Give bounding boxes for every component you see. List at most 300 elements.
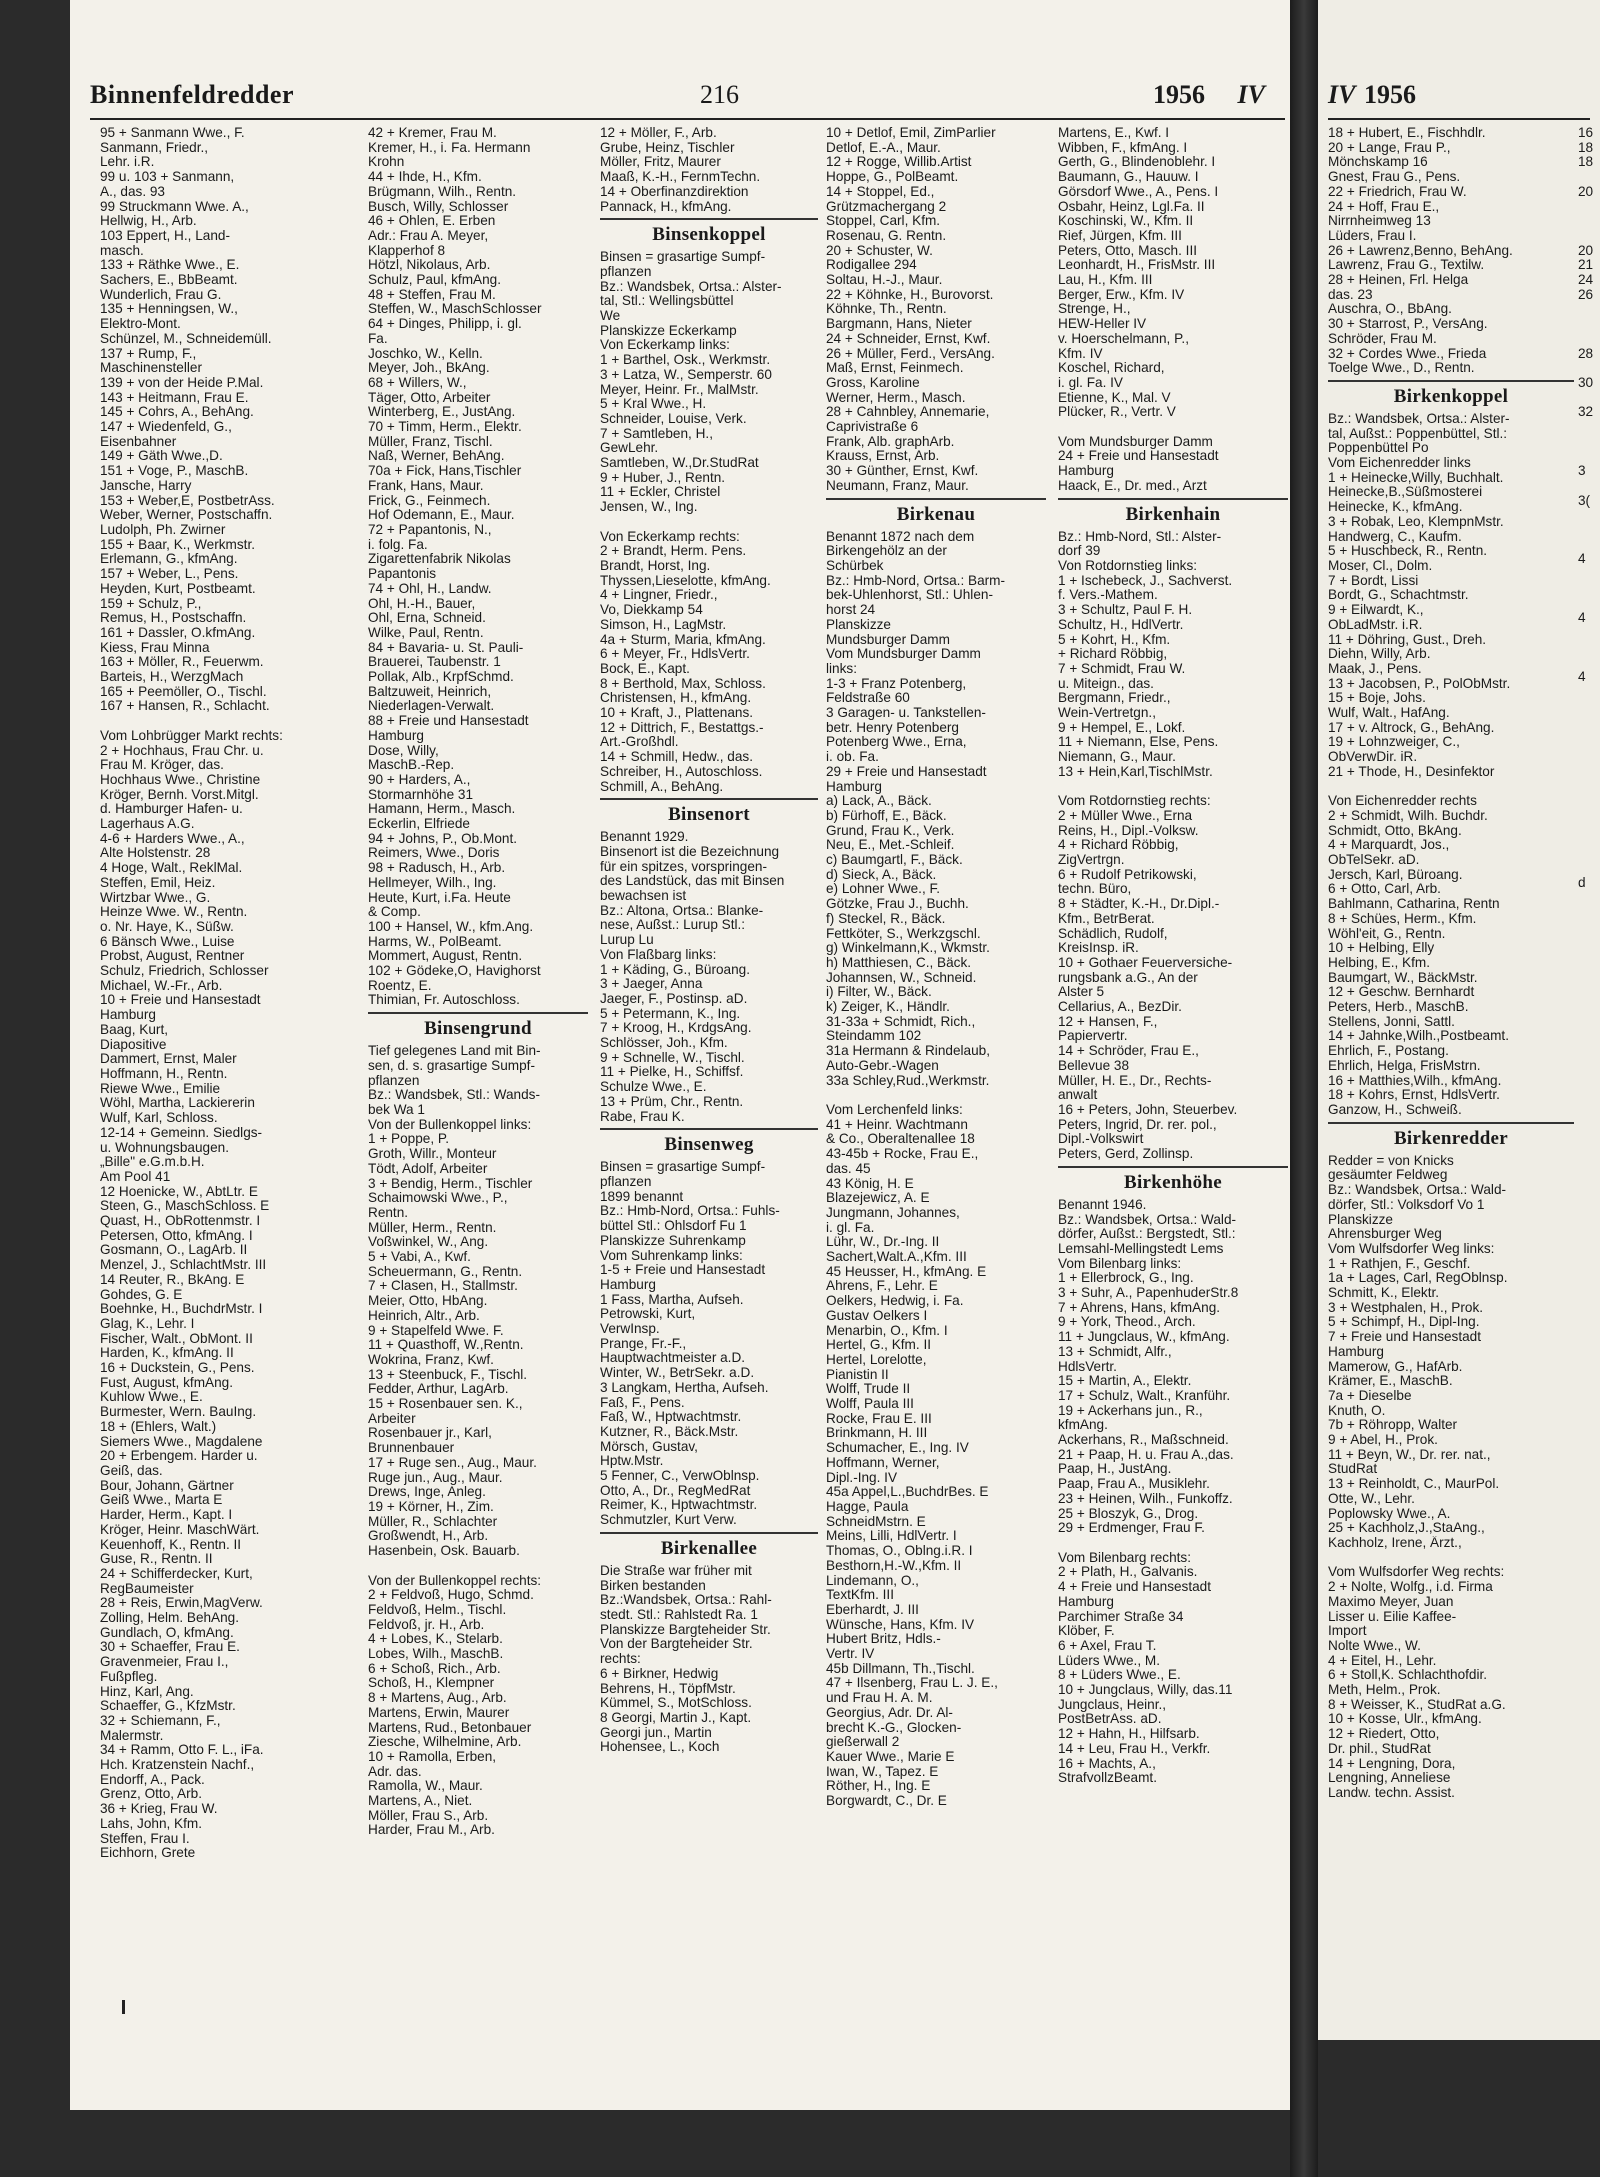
directory-entry: Meth, Helm., Prok. bbox=[1328, 1683, 1441, 1698]
directory-entry: Harder, Frau M., Arb. bbox=[368, 1823, 495, 1838]
directory-entry: Kutzner, R., Bäck.Mstr. bbox=[600, 1424, 739, 1439]
directory-entry: pflanzen bbox=[368, 1073, 420, 1088]
directory-entry: 15 + Rosenbauer sen. K., bbox=[368, 1397, 523, 1412]
directory-entry: Hellmeyer, Wilh., Ing. bbox=[368, 875, 497, 890]
directory-entry: Gnest, Frau G., Pens. bbox=[1328, 170, 1461, 185]
directory-entry bbox=[1058, 1536, 1288, 1551]
directory-entry: RegBaumeister bbox=[100, 1581, 194, 1596]
directory-entry bbox=[1578, 949, 1600, 964]
directory-entry: Von Flaßbarg links: bbox=[600, 947, 717, 962]
directory-entry: Krohn bbox=[368, 155, 405, 170]
directory-entry: Borgwardt, C., Dr. E bbox=[826, 1794, 947, 1809]
directory-entry: 103 Eppert, H., Land- bbox=[100, 228, 230, 243]
directory-entry: Wilke, Paul, Rentn. bbox=[368, 625, 484, 640]
directory-entry: 99 u. 103 + Sanmann, bbox=[100, 170, 235, 185]
directory-entry: das. 45 bbox=[826, 1161, 871, 1176]
directory-entry: 14 + Oberfinanzdirektion bbox=[600, 184, 749, 199]
directory-entry: 7 + Clasen, H., Stallmstr. bbox=[368, 1279, 518, 1294]
directory-entry: 1a + Lages, Carl, RegOblnsp. bbox=[1328, 1271, 1508, 1286]
directory-entry: Hoffmann, Werner, bbox=[826, 1455, 940, 1470]
directory-entry: 42 + Kremer, Frau M. bbox=[368, 126, 497, 140]
street-heading: Birkenallee bbox=[600, 1532, 818, 1562]
directory-entry bbox=[1058, 780, 1288, 795]
directory-entry: Leonhardt, H., FrisMstr. III bbox=[1058, 258, 1216, 273]
directory-entry: 167 + Hansen, R., Schlacht. bbox=[100, 699, 270, 714]
directory-entry: Vom Mundsburger Damm bbox=[826, 647, 981, 662]
directory-entry: 13 + Jacobsen, P., PolObMstr. bbox=[1328, 676, 1511, 691]
directory-entry: Am Pool 41 bbox=[100, 1169, 171, 1184]
directory-entry: Roentz, E. bbox=[368, 978, 432, 993]
directory-entry: Pannack, H., kfmAng. bbox=[600, 199, 732, 214]
directory-entry bbox=[1578, 655, 1600, 670]
directory-entry bbox=[1578, 861, 1600, 876]
directory-entry: Art.-Großhdl. bbox=[600, 735, 679, 750]
directory-entry: Schaeffer, G., KfzMstr. bbox=[100, 1699, 236, 1714]
directory-entry: 8 + Weisser, K., StudRat a.G. bbox=[1328, 1697, 1506, 1712]
directory-entry: Groth, Willr., Monteur bbox=[368, 1147, 497, 1162]
directory-entry: Kfm., BetrBerat. bbox=[1058, 911, 1155, 926]
directory-entry bbox=[1578, 1067, 1600, 1082]
directory-entry: Von der Bargteheider Str. bbox=[600, 1637, 753, 1652]
directory-entry: 16 + Peters, John, Steuerbev. bbox=[1058, 1103, 1238, 1117]
directory-entry bbox=[1578, 449, 1600, 464]
directory-entry: i) Filter, W., Bäck. bbox=[826, 985, 932, 1000]
directory-entry: 1 + Käding, G., Büroang. bbox=[600, 962, 751, 977]
directory-entry: Menarbin, O., Kfm. I bbox=[826, 1323, 948, 1338]
directory-entry: Simson, H., LagMstr. bbox=[600, 617, 727, 632]
directory-entry bbox=[1578, 685, 1600, 700]
directory-entry: Gross, Karoline bbox=[826, 375, 920, 390]
directory-entry: 1 + Ellerbrock, G., Ing. bbox=[1058, 1271, 1194, 1286]
directory-entry bbox=[1578, 1023, 1600, 1038]
directory-entry: 12 + Geschw. Bernhardt bbox=[1328, 985, 1475, 1000]
directory-entry: ObVerwDir. iR. bbox=[1328, 750, 1418, 765]
directory-entry: 3 + Jaeger, Anna bbox=[600, 977, 703, 992]
directory-entry: 30 bbox=[1578, 375, 1594, 390]
directory-entry: 43-45b + Rocke, Frau E., bbox=[826, 1147, 979, 1162]
directory-entry: a) Lack, A., Bäck. bbox=[826, 794, 932, 809]
directory-entry: Berger, Erw., Kfm. IV bbox=[1058, 287, 1185, 302]
directory-entry bbox=[1578, 200, 1600, 215]
directory-entry: 147 + Wiedenfeld, G., bbox=[100, 420, 232, 435]
directory-entry: 139 + von der Heide P.Mal. bbox=[100, 375, 264, 390]
directory-entry: Frick, G., Feinmech. bbox=[368, 493, 491, 508]
directory-entry: 12-14 + Gemeinn. Siedlgs- bbox=[100, 1125, 263, 1140]
directory-entry: Joschko, W., Kelln. bbox=[368, 346, 483, 361]
directory-entry: Probst, August, Rentner bbox=[100, 949, 245, 964]
directory-entry: Fettköter, S., Werkzgschl. bbox=[826, 926, 981, 941]
directory-entry: u. Wohnungsbaugen. bbox=[100, 1140, 229, 1155]
directory-entry: Lahs, John, Kfm. bbox=[100, 1816, 203, 1831]
directory-entry: 1 + Heinecke,Willy, Buchhalt. bbox=[1328, 470, 1504, 485]
directory-entry: Steffen, W., MaschSchlosser bbox=[368, 302, 542, 317]
directory-entry: Paap, Frau A., Musiklehr. bbox=[1058, 1477, 1210, 1492]
directory-entry: Poplowsky Wwe., A. bbox=[1328, 1506, 1451, 1521]
directory-entry: Martens, E., Kwf. I bbox=[1058, 126, 1170, 140]
directory-entry: Hptw.Mstr. bbox=[600, 1454, 664, 1469]
directory-entry: Diapositive bbox=[100, 1037, 167, 1052]
directory-entry: i. ob. Fa. bbox=[826, 750, 879, 765]
directory-entry: 5 + Schimpf, H., Dipl-Ing. bbox=[1328, 1315, 1480, 1330]
directory-entry: Adr.: Frau A. Meyer, bbox=[368, 228, 489, 243]
directory-entry bbox=[1578, 641, 1600, 656]
directory-entry: brecht K.-G., Glocken- bbox=[826, 1720, 962, 1735]
directory-entry: 7 + Freie und Hansestadt bbox=[1328, 1330, 1482, 1345]
directory-entry: 18 + (Ehlers, Walt.) bbox=[100, 1419, 217, 1434]
directory-entry: Arbeiter bbox=[368, 1411, 416, 1426]
directory-entry bbox=[1578, 817, 1600, 832]
directory-entry: 24 + Schifferdecker, Kurt, bbox=[100, 1566, 253, 1581]
directory-entry: gesäumter Feldweg bbox=[1328, 1168, 1448, 1183]
directory-entry: 11 + Pielke, H., Schiffsf. bbox=[600, 1065, 744, 1080]
directory-entry: Bz.: Wandsbek, Ortsa.: Alster- bbox=[600, 279, 782, 294]
directory-entry bbox=[1578, 920, 1600, 935]
directory-entry: Kfm. IV bbox=[1058, 346, 1103, 361]
directory-entry: Wöhl, Martha, Lackiererin bbox=[100, 1096, 255, 1111]
directory-entry: 9 + Schnelle, W., Tischl. bbox=[600, 1050, 745, 1065]
directory-entry: Rocke, Frau E. III bbox=[826, 1411, 932, 1426]
running-head-section: IV bbox=[1237, 80, 1265, 109]
directory-entry: 15 + Boje, Johs. bbox=[1328, 691, 1426, 706]
book-gutter bbox=[1290, 0, 1318, 2177]
directory-entry: Lagerhaus A.G. bbox=[100, 817, 195, 832]
directory-entry bbox=[1578, 832, 1600, 847]
directory-entry: 13 + Prüm, Chr., Rentn. bbox=[600, 1094, 744, 1109]
directory-entry: 5 + Kohrt, H., Kfm. bbox=[1058, 632, 1171, 647]
directory-entry: Brauerei, Taubenstr. 1 bbox=[368, 655, 501, 670]
directory-entry: Kuhlow Wwe., E. bbox=[100, 1390, 203, 1405]
directory-entry: Gravenmeier, Frau I., bbox=[100, 1655, 229, 1670]
directory-entry: Zolling, Helm. BehAng. bbox=[100, 1611, 240, 1626]
directory-entry: Wöhl'eit, G., Rentn. bbox=[1328, 926, 1446, 941]
directory-entry: 21 + Paap, H. u. Frau A.,das. bbox=[1058, 1447, 1234, 1462]
directory-entry: Schädlich, Rudolf, bbox=[1058, 926, 1168, 941]
directory-entry: Siemers Wwe., Magdalene bbox=[100, 1434, 263, 1449]
directory-entry bbox=[100, 714, 362, 729]
directory-entry: 14 Reuter, R., BkAng. E bbox=[100, 1272, 245, 1287]
directory-entry: pflanzen bbox=[600, 264, 652, 279]
directory-entry: Peters, Otto, Masch. III bbox=[1058, 243, 1198, 258]
directory-entry: rungsbank a.G., An der bbox=[1058, 970, 1198, 985]
directory-entry: Redder = von Knicks bbox=[1328, 1153, 1454, 1168]
directory-column-6 bbox=[1328, 126, 1574, 2096]
directory-entry: Hötzl, Nikolaus, Arb. bbox=[368, 258, 491, 273]
directory-entry: Handwerg, C., Kaufm. bbox=[1328, 529, 1462, 544]
directory-entry: Mörsch, Gustav, bbox=[600, 1439, 698, 1454]
directory-entry: rechts: bbox=[600, 1652, 641, 1667]
directory-entry: 2 + Feldvoß, Hugo, Schmd. bbox=[368, 1588, 534, 1603]
directory-entry: Harms, W., PolBeamt. bbox=[368, 934, 502, 949]
directory-entry: Bz.: Wandsbek, Ortsa.: Alster- bbox=[1328, 411, 1510, 426]
directory-entry: Bargmann, Hans, Nieter bbox=[826, 317, 972, 332]
directory-entry: 36 + Krieg, Frau W. bbox=[100, 1802, 218, 1817]
directory-entry: techn. Büro, bbox=[1058, 882, 1132, 897]
directory-entry: Hamburg bbox=[100, 1008, 156, 1023]
directory-entry: Lau, H., Kfm. III bbox=[1058, 273, 1153, 288]
directory-entry: 46 + Ohlen, E. Erben bbox=[368, 214, 496, 229]
directory-entry bbox=[1578, 846, 1600, 861]
directory-entry: Schünzel, M., Schneidemüll. bbox=[100, 331, 272, 346]
directory-entry: Martens, Erwin, Maurer bbox=[368, 1705, 510, 1720]
directory-entry: Glag, K., Lehr. I bbox=[100, 1316, 195, 1331]
directory-entry: e) Lohner Wwe., F. bbox=[826, 882, 941, 897]
directory-entry bbox=[1578, 302, 1600, 317]
directory-entry: Bz.: Hmb-Nord, Ortsa.: Fuhls- bbox=[600, 1204, 780, 1219]
directory-entry: Stellens, Jonni, Sattl. bbox=[1328, 1014, 1455, 1029]
directory-entry: Peters, Herb., MaschB. bbox=[1328, 1000, 1469, 1015]
directory-entry: Vom Lerchenfeld links: bbox=[826, 1103, 963, 1117]
directory-entry: 16 bbox=[1578, 126, 1594, 140]
directory-entry: Müller, Franz, Tischl. bbox=[368, 434, 493, 449]
directory-entry: VerwInsp. bbox=[600, 1322, 660, 1337]
directory-entry: 41 + Heinr. Wachtmann bbox=[826, 1117, 968, 1132]
directory-entry: Erlemann, G., kfmAng. bbox=[100, 552, 238, 567]
directory-entry: 94 + Johns, P., Ob.Mont. bbox=[368, 831, 517, 846]
directory-entry: Ahrensburger Weg bbox=[1328, 1227, 1442, 1242]
directory-entry: Schmutzler, Kurt Verw. bbox=[600, 1513, 737, 1528]
directory-entry: Petersen, Otto, kfmAng. I bbox=[100, 1228, 253, 1243]
directory-entry: Hubert Britz, Hdls.- bbox=[826, 1632, 941, 1647]
directory-entry: 8 + Berthold, Max, Schloss. bbox=[600, 676, 766, 691]
directory-entry: Georgius, Adr. Dr. Al- bbox=[826, 1705, 953, 1720]
directory-entry: Guse, R., Rentn. II bbox=[100, 1552, 213, 1567]
directory-entry: Soltau, H.-J., Maur. bbox=[826, 273, 943, 288]
directory-entry: Von Rotdornstieg links: bbox=[1058, 558, 1198, 573]
directory-entry: Brinkmann, H. III bbox=[826, 1426, 928, 1441]
directory-entry: f. Vers.-Mathem. bbox=[1058, 588, 1158, 603]
directory-entry: Papantonis bbox=[368, 567, 437, 582]
directory-entry: 48 + Steffen, Frau M. bbox=[368, 287, 496, 302]
directory-entry: dörfer, Stl.: Volksdorf Vo 1 bbox=[1328, 1197, 1485, 1212]
directory-entry bbox=[1578, 229, 1600, 244]
directory-entry: 2 + Müller Wwe., Erna bbox=[1058, 808, 1193, 823]
directory-entry: 155 + Baar, K., Werkmstr. bbox=[100, 537, 256, 552]
directory-entry: Rosenbauer jr., Karl, bbox=[368, 1426, 492, 1441]
directory-entry: Lindemann, O., bbox=[826, 1573, 919, 1588]
directory-entry: Knuth, O. bbox=[1328, 1403, 1386, 1418]
directory-entry: Müller, H. E., Dr., Rechts- bbox=[1058, 1073, 1212, 1088]
directory-entry bbox=[1578, 802, 1600, 817]
directory-entry: Helbing, E., Kfm. bbox=[1328, 955, 1430, 970]
directory-entry: 149 + Gäth Wwe.,D. bbox=[100, 449, 223, 464]
directory-entry: 4 bbox=[1578, 611, 1586, 626]
directory-entry: Fußpfleg. bbox=[100, 1669, 158, 1684]
directory-entry: Paap, H., JustAng. bbox=[1058, 1462, 1172, 1477]
directory-entry: Kümmel, S., MotSchloss. bbox=[600, 1696, 752, 1711]
directory-entry: Gerth, G., Blindenoblehr. I bbox=[1058, 155, 1216, 170]
directory-entry: 28 + Cahnbley, Annemarie, bbox=[826, 405, 990, 420]
directory-entry: Harden, K., kfmAng. II bbox=[100, 1346, 234, 1361]
directory-entry: Naß, Werner, BehAng. bbox=[368, 449, 505, 464]
directory-entry: Hellwig, H., Arb. bbox=[100, 214, 197, 229]
directory-entry bbox=[1578, 508, 1600, 523]
directory-entry: Benannt 1872 nach dem bbox=[826, 529, 975, 544]
directory-entry: Klapperhof 8 bbox=[368, 243, 446, 258]
right-running-head-year: 1956 bbox=[1364, 80, 1416, 109]
directory-entry: Röther, H., Ing. E bbox=[826, 1779, 931, 1794]
directory-entry: links: bbox=[826, 661, 857, 676]
directory-entry bbox=[1578, 391, 1600, 406]
directory-entry: 9 + Hempel, E., Lokf. bbox=[1058, 720, 1186, 735]
directory-entry: 4 + Freie und Hansestadt bbox=[1058, 1580, 1212, 1595]
directory-entry: Schmill, A., BehAng. bbox=[600, 779, 724, 794]
running-head-street: Binnenfeldredder bbox=[90, 80, 294, 109]
directory-entry: 29 + Erdmenger, Frau F. bbox=[1058, 1521, 1205, 1536]
directory-entry: Feldvoß, Helm., Tischl. bbox=[368, 1602, 507, 1617]
directory-entry: Schmidt, Otto, BkAng. bbox=[1328, 823, 1462, 838]
directory-entry: 3 bbox=[1578, 464, 1586, 479]
directory-entry: 3 + Robak, Leo, KlempnMstr. bbox=[1328, 514, 1504, 529]
directory-entry: 70 + Timm, Herm., Elektr. bbox=[368, 420, 522, 435]
directory-entry: 34 + Ramm, Otto F. L., iFa. bbox=[100, 1743, 264, 1758]
directory-entry: 45 Heusser, H., kfmAng. E bbox=[826, 1264, 987, 1279]
directory-entry: 20 + Schuster, W. bbox=[826, 243, 933, 258]
directory-entry: Vom Wulfsdorfer Weg links: bbox=[1328, 1241, 1495, 1256]
directory-entry: f) Steckel, R., Bäck. bbox=[826, 911, 946, 926]
directory-entry: 5 + Kral Wwe., H. bbox=[600, 397, 707, 412]
directory-entry: 157 + Weber, L., Pens. bbox=[100, 567, 239, 582]
directory-entry: 5 + Huschbeck, R., Rentn. bbox=[1328, 544, 1488, 559]
directory-entry: Dose, Willy, bbox=[368, 743, 439, 758]
directory-entry bbox=[1578, 729, 1600, 744]
directory-entry: 64 + Dinges, Philipp, i. gl. bbox=[368, 317, 522, 332]
directory-entry: Brandt, Horst, Ing. bbox=[600, 558, 711, 573]
directory-entry: Hochhaus Wwe., Christine bbox=[100, 772, 261, 787]
directory-entry bbox=[1578, 214, 1600, 229]
directory-entry: Ohl, H.-H., Bauer, bbox=[368, 596, 476, 611]
directory-entry: Wolff, Paula III bbox=[826, 1397, 914, 1412]
directory-entry: GewLehr. bbox=[600, 441, 659, 456]
directory-entry: Cellarius, A., BezDir. bbox=[1058, 1000, 1182, 1015]
directory-entry: 20 + Lange, Frau P., bbox=[1328, 140, 1451, 155]
directory-entry: Müller, R., Schlachter bbox=[368, 1514, 498, 1529]
directory-entry: 31-33a + Schmidt, Rich., bbox=[826, 1014, 976, 1029]
directory-entry: Mommert, August, Rentn. bbox=[368, 949, 523, 964]
directory-entry: Frau M. Kröger, das. bbox=[100, 758, 224, 773]
directory-entry: 2 + Brandt, Herm. Pens. bbox=[600, 544, 747, 559]
directory-entry: 5 Fenner, C., VerwOblnsp. bbox=[600, 1469, 760, 1484]
directory-entry: Von der Bullenkoppel rechts: bbox=[368, 1573, 542, 1588]
directory-entry: Vertr. IV bbox=[826, 1647, 875, 1662]
directory-entry: Fedder, Arthur, LagArb. bbox=[368, 1382, 509, 1397]
directory-entry: Lühr, W., Dr.-Ing. II bbox=[826, 1235, 940, 1250]
directory-entry: ObLadMstr. i.R. bbox=[1328, 617, 1423, 632]
directory-entry: 1 Fass, Martha, Aufseh. bbox=[600, 1292, 744, 1307]
directory-entry: 165 + Peemöller, O., Tischl. bbox=[100, 684, 267, 699]
directory-entry: 2 + Plath, H., Galvanis. bbox=[1058, 1565, 1198, 1580]
directory-entry: Rabe, Frau K. bbox=[600, 1109, 685, 1124]
directory-entry: Lisser u. Eilie Kaffee- bbox=[1328, 1609, 1457, 1624]
directory-entry: Schreiber, H., Autoschloss. bbox=[600, 764, 763, 779]
directory-entry: Möller, Frau S., Arb. bbox=[368, 1808, 489, 1823]
directory-entry: Blazejewicz, A. E bbox=[826, 1191, 930, 1206]
directory-entry: Quast, H., ObRottenmstr. I bbox=[100, 1214, 261, 1229]
directory-entry: Alte Holstenstr. 28 bbox=[100, 846, 211, 861]
directory-entry: o. Nr. Haye, K., Süßw. bbox=[100, 919, 234, 934]
directory-entry bbox=[1578, 979, 1600, 994]
directory-entry: 12 + Rogge, Willib.Artist bbox=[826, 155, 972, 170]
directory-entry bbox=[1578, 361, 1600, 376]
directory-column-2 bbox=[368, 126, 588, 2096]
directory-entry: 1 + Ischebeck, J., Sachverst. bbox=[1058, 573, 1233, 588]
directory-entry bbox=[1578, 567, 1600, 582]
directory-entry: Vom Eichenredder links bbox=[1328, 456, 1471, 471]
directory-entry: Dipl.-Volkswirt bbox=[1058, 1132, 1144, 1147]
directory-entry: 18 bbox=[1578, 140, 1594, 155]
directory-entry: Etienne, K., Mal. V bbox=[1058, 390, 1171, 405]
directory-entry: Wolff, Trude II bbox=[826, 1382, 911, 1397]
directory-entry: 1-3 + Franz Potenberg, bbox=[826, 676, 967, 691]
directory-entry: bewachsen ist bbox=[600, 889, 687, 904]
directory-entry: 3 + Suhr, A., PapenhuderStr.8 bbox=[1058, 1286, 1239, 1301]
directory-entry: Adr. das. bbox=[368, 1764, 422, 1779]
directory-entry: i. folg. Fa. bbox=[368, 537, 428, 552]
directory-entry: Grube, Heinz, Tischler bbox=[600, 140, 735, 155]
directory-entry: Hamann, Herm., Masch. bbox=[368, 802, 516, 817]
directory-entry: Vom Mundsburger Damm bbox=[1058, 434, 1213, 449]
directory-entry: Petrowski, Kurt, bbox=[600, 1307, 696, 1322]
directory-entry: Ackerhans, R., Maßschneid. bbox=[1058, 1433, 1229, 1448]
directory-entry: Peters, Ingrid, Dr. rer. pol., bbox=[1058, 1117, 1217, 1132]
directory-entry: Vom Lohbrügger Markt rechts: bbox=[100, 728, 283, 743]
directory-entry: Lemsahl-Mellingstedt Lems bbox=[1058, 1241, 1224, 1256]
directory-entry: Sachert,Walt.A.,Kfm. III bbox=[826, 1250, 967, 1265]
directory-entry: Wein-Vertretgn., bbox=[1058, 706, 1156, 721]
directory-entry: Thimian, Fr. Autoschloss. bbox=[368, 993, 520, 1008]
directory-entry bbox=[1578, 582, 1600, 597]
directory-entry: Binsen = grasartige Sumpf- bbox=[600, 250, 766, 265]
directory-entry: Dammert, Ernst, Maler bbox=[100, 1052, 237, 1067]
directory-entry: 70a + Fick, Hans,Tischler bbox=[368, 464, 522, 479]
directory-entry: Oelkers, Hedwig, i. Fa. bbox=[826, 1294, 964, 1309]
directory-entry: 4 + Lobes, K., Stelarb. bbox=[368, 1632, 503, 1647]
directory-entry: 163 + Möller, R., Feuerwm. bbox=[100, 655, 264, 670]
directory-entry: 16 + Duckstein, G., Pens. bbox=[100, 1361, 255, 1376]
directory-entry: Peters, Gerd, Zollinsp. bbox=[1058, 1147, 1194, 1162]
directory-entry: 7a + Dieselbe bbox=[1328, 1388, 1412, 1403]
directory-entry: k) Zeiger, K., Händlr. bbox=[826, 1000, 950, 1015]
directory-entry: Schlösser, Joh., Kfm. bbox=[600, 1036, 728, 1051]
directory-entry: Gosmann, O., LagArb. II bbox=[100, 1243, 248, 1258]
directory-entry: 13 + Schmidt, Alfr., bbox=[1058, 1344, 1172, 1359]
page-header bbox=[90, 78, 1285, 120]
directory-entry: 18 + Hubert, E., Fischhdlr. bbox=[1328, 126, 1486, 140]
directory-entry: Fa. bbox=[368, 331, 388, 346]
directory-entry: Weber, Werner, Postschaffn. bbox=[100, 508, 273, 523]
directory-entry: Vom Wulfsdorfer Weg rechts: bbox=[1328, 1565, 1505, 1580]
street-heading: Birkenhöhe bbox=[1058, 1166, 1288, 1196]
directory-entry: Hamburg bbox=[600, 1277, 656, 1292]
directory-entry: 7 + Samtleben, H., bbox=[600, 426, 713, 441]
directory-entry: Bz.: Wandsbek, Stl.: Wands- bbox=[368, 1088, 540, 1103]
directory-entry: MaschB.-Rep. bbox=[368, 758, 455, 773]
directory-entry: Faß, F., Pens. bbox=[600, 1395, 685, 1410]
directory-entry: Papiervertr. bbox=[1058, 1029, 1128, 1044]
directory-entry: Meins, Lilli, HdlVertr. I bbox=[826, 1529, 957, 1544]
directory-entry: 10 + Freie und Hansestadt bbox=[100, 993, 261, 1008]
directory-entry: Heinze Wwe. W., Rentn. bbox=[100, 905, 248, 920]
directory-entry: i. gl. Fa. bbox=[826, 1220, 875, 1235]
directory-entry: 9 + Eilwardt, K., bbox=[1328, 603, 1424, 618]
directory-entry: Jensen, W., Ing. bbox=[600, 500, 698, 515]
directory-entry: 7 + Bordt, Lissi bbox=[1328, 573, 1419, 588]
directory-entry: 1899 benannt bbox=[600, 1189, 684, 1204]
directory-entry: Ohl, Erna, Schneid. bbox=[368, 611, 486, 626]
directory-entry: v. Hoerschelmann, P., bbox=[1058, 331, 1189, 346]
directory-entry bbox=[1578, 435, 1600, 450]
directory-entry: Ganzow, H., Schweiß. bbox=[1328, 1103, 1462, 1117]
directory-entry bbox=[1578, 699, 1600, 714]
